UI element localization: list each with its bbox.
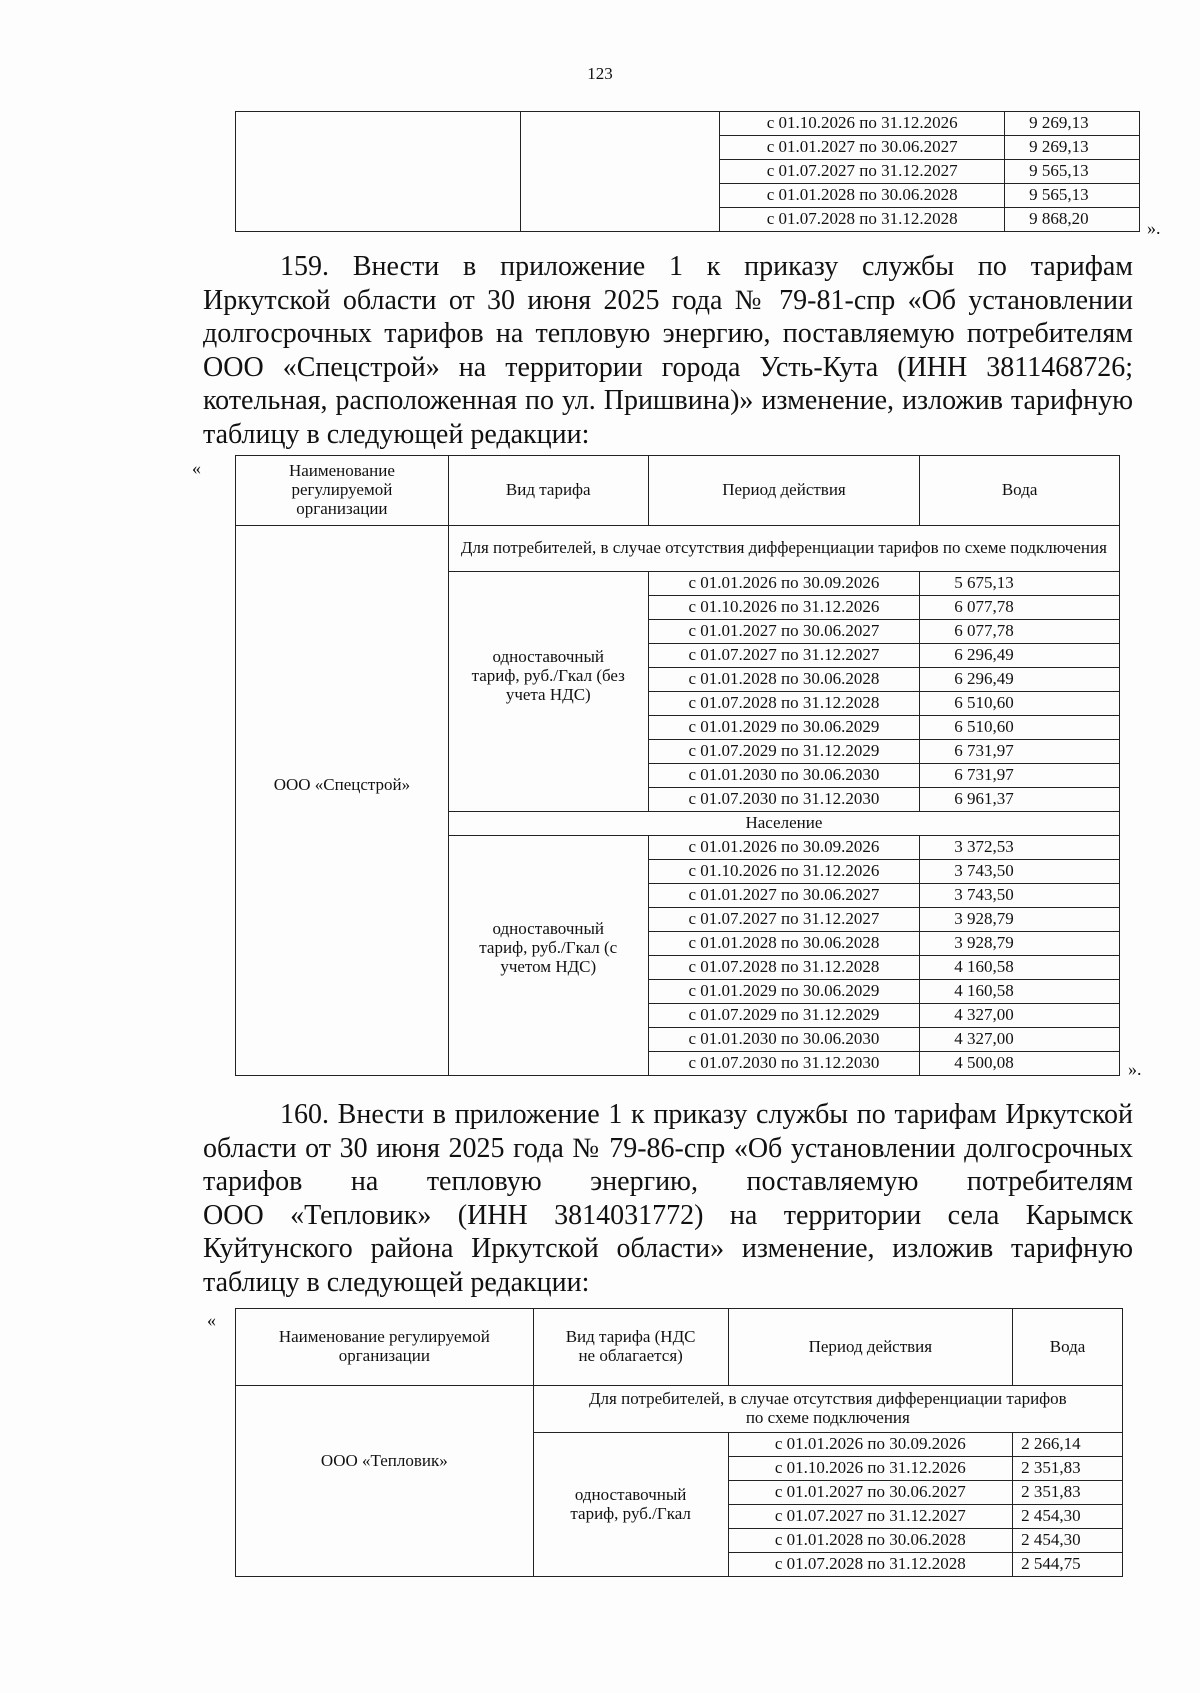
header-water: Вода [920, 456, 1120, 526]
period-cell: с 01.01.2028 по 30.06.2028 [728, 1529, 1013, 1553]
value-cell: 9 565,13 [1005, 160, 1140, 184]
text-line: тарифов на тепловую энергию, поставляемую потребителям [203, 1166, 1133, 1197]
period-cell: с 01.01.2026 по 30.09.2026 [648, 836, 920, 860]
period-cell: с 01.01.2027 по 30.06.2027 [648, 884, 920, 908]
section-title: Для потребителей, в случае отсутствия дифференциации тарифов по схеме подключения [533, 1386, 1122, 1433]
period-cell: с 01.01.2027 по 30.06.2027 [728, 1481, 1013, 1505]
text-line: области от 30 июня 2025 года № 79-86-спр «Об установлении долгосрочных [203, 1132, 1133, 1164]
value-cell: 2 266,14 [1013, 1433, 1123, 1457]
value-cell: 4 327,00 [920, 1004, 1120, 1028]
value-cell: 6 077,78 [920, 620, 1120, 644]
period-cell: с 01.01.2028 по 30.06.2028 [720, 184, 1005, 208]
period-cell: с 01.10.2026 по 31.12.2026 [720, 112, 1005, 136]
header-org: Наименование регулируемой организации [236, 1309, 534, 1386]
period-cell: с 01.01.2029 по 30.06.2029 [648, 980, 920, 1004]
org-name-cell: ООО «Спецстрой» [236, 526, 449, 1076]
header-type: Вид тарифа [448, 456, 648, 526]
value-cell: 4 327,00 [920, 1028, 1120, 1052]
value-cell: 4 500,08 [920, 1052, 1120, 1076]
value-cell: 9 565,13 [1005, 184, 1140, 208]
period-cell: с 01.07.2027 по 31.12.2027 [648, 908, 920, 932]
period-cell: с 01.01.2030 по 30.06.2030 [648, 1028, 920, 1052]
period-cell: с 01.07.2030 по 31.12.2030 [648, 1052, 920, 1076]
value-cell: 9 269,13 [1005, 136, 1140, 160]
text-line: ООО «Спецстрой» на территории города Усть-Кута (ИНН 3811468726; [203, 351, 1133, 383]
text-line: долгосрочных тарифов на тепловую энергию, поставляемую потребителям [203, 318, 1133, 349]
value-cell: 2 454,30 [1013, 1505, 1123, 1529]
value-cell: 2 544,75 [1013, 1553, 1123, 1577]
value-cell: 6 731,97 [920, 764, 1120, 788]
text-line: таблицу в следующей редакции: [203, 418, 590, 450]
section-title: Для потребителей, в случае отсутствия дифференциации тарифов по схеме подключения [448, 526, 1119, 572]
period-cell: с 01.07.2027 по 31.12.2027 [648, 644, 920, 668]
value-cell: 6 296,49 [920, 668, 1120, 692]
value-cell: 4 160,58 [920, 980, 1120, 1004]
tariff-table-teplovik [235, 1308, 1123, 1577]
text-line: 159. Внести в приложение 1 к приказу службы по тарифам [280, 251, 1133, 282]
value-cell: 6 077,78 [920, 596, 1120, 620]
period-cell: с 01.10.2026 по 31.12.2026 [728, 1457, 1013, 1481]
org-name-cell: ООО «Тепловик» [236, 1386, 534, 1577]
value-cell: 6 510,60 [920, 692, 1120, 716]
tariff-type-cell: одноставочный тариф, руб./Гкал (без учета НДС) [448, 572, 648, 812]
value-cell: 6 510,60 [920, 716, 1120, 740]
header-org: Наименование регулируемой организации [236, 456, 449, 526]
period-cell: с 01.01.2026 по 30.09.2026 [728, 1433, 1013, 1457]
period-cell: с 01.07.2028 по 31.12.2028 [648, 692, 920, 716]
value-cell: 3 928,79 [920, 908, 1120, 932]
period-cell: с 01.07.2029 по 31.12.2029 [648, 1004, 920, 1028]
tariff-type-cell: одноставочный тариф, руб./Гкал [533, 1433, 728, 1577]
period-cell: с 01.07.2028 по 31.12.2028 [720, 208, 1005, 232]
paragraph-160 [203, 1098, 1133, 1299]
period-cell: с 01.10.2026 по 31.12.2026 [648, 596, 920, 620]
period-cell: с 01.07.2027 по 31.12.2027 [728, 1505, 1013, 1529]
close-quote: ». [1147, 218, 1161, 238]
header-type: Вид тарифа (НДС не облагается) [533, 1309, 728, 1386]
period-cell: с 01.07.2027 по 31.12.2027 [720, 160, 1005, 184]
text-line: 160. Внести в приложение 1 к приказу службы по тарифам Иркутской [280, 1099, 1133, 1130]
text-line: ООО «Тепловик» (ИНН 3814031772) на территории села Карымск [203, 1199, 1133, 1231]
value-cell: 2 454,30 [1013, 1529, 1123, 1553]
value-cell: 3 372,53 [920, 836, 1120, 860]
page-number: 123 [587, 64, 613, 83]
text-line: таблицу в следующей редакции: [203, 1266, 590, 1298]
period-cell: с 01.07.2030 по 31.12.2030 [648, 788, 920, 812]
period-cell: с 01.10.2026 по 31.12.2026 [648, 860, 920, 884]
section-title: Население [448, 812, 1119, 836]
header-period: Период действия [728, 1309, 1013, 1386]
value-cell: 3 743,50 [920, 860, 1120, 884]
tariff-table-spetsstroy [235, 455, 1120, 1076]
header-period: Период действия [648, 456, 920, 526]
value-cell: 9 868,20 [1005, 208, 1140, 232]
empty-cell [520, 112, 720, 232]
value-cell: 5 675,13 [920, 572, 1120, 596]
value-cell: 6 296,49 [920, 644, 1120, 668]
period-cell: с 01.01.2026 по 30.09.2026 [648, 572, 920, 596]
open-quote: « [192, 458, 201, 478]
value-cell: 4 160,58 [920, 956, 1120, 980]
value-cell: 2 351,83 [1013, 1457, 1123, 1481]
period-cell: с 01.07.2028 по 31.12.2028 [648, 956, 920, 980]
period-cell: с 01.07.2029 по 31.12.2029 [648, 740, 920, 764]
open-quote: « [207, 1310, 216, 1330]
close-quote: ». [1128, 1059, 1142, 1079]
tariff-type-cell: одноставочный тариф, руб./Гкал (с учетом НДС) [448, 836, 648, 1076]
value-cell: 6 731,97 [920, 740, 1120, 764]
table-continuation [235, 111, 1140, 232]
value-cell: 6 961,37 [920, 788, 1120, 812]
period-cell: с 01.01.2028 по 30.06.2028 [648, 668, 920, 692]
header-water: Вода [1013, 1309, 1123, 1386]
period-cell: с 01.01.2028 по 30.06.2028 [648, 932, 920, 956]
paragraph-159 [203, 250, 1133, 451]
period-cell: с 01.01.2029 по 30.06.2029 [648, 716, 920, 740]
value-cell: 3 928,79 [920, 932, 1120, 956]
period-cell: с 01.01.2027 по 30.06.2027 [720, 136, 1005, 160]
text-line: Куйтунского района Иркутской области» изменение, изложив тарифную [203, 1233, 1133, 1264]
text-line: Иркутской области от 30 июня 2025 года № 79-81-спр «Об установлении [203, 284, 1133, 316]
empty-cell [236, 112, 521, 232]
period-cell: с 01.01.2027 по 30.06.2027 [648, 620, 920, 644]
value-cell: 9 269,13 [1005, 112, 1140, 136]
period-cell: с 01.07.2028 по 31.12.2028 [728, 1553, 1013, 1577]
period-cell: с 01.01.2030 по 30.06.2030 [648, 764, 920, 788]
value-cell: 3 743,50 [920, 884, 1120, 908]
text-line: котельная, расположенная по ул. Пришвина)» изменение, изложив тарифную [203, 385, 1133, 416]
value-cell: 2 351,83 [1013, 1481, 1123, 1505]
